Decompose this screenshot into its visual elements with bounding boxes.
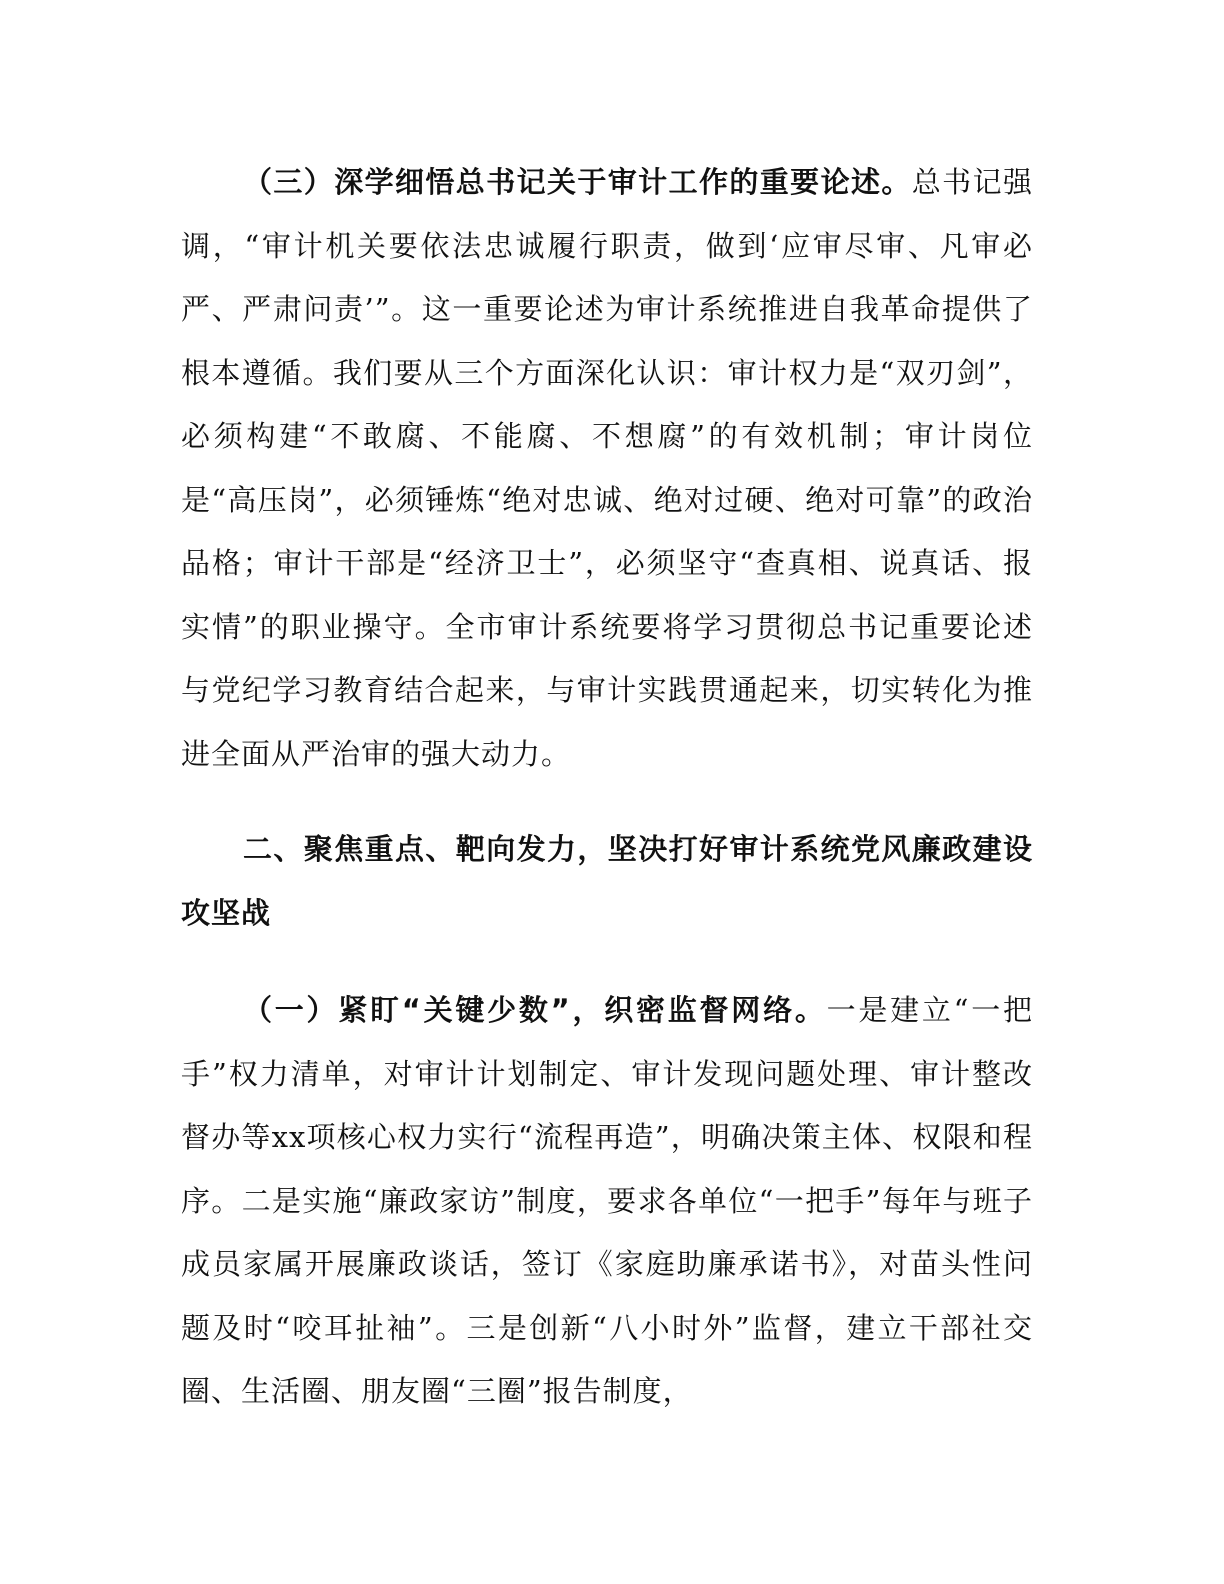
paragraph-body-text: 总书记强调，“审计机关要依法忠诚履行职责，做到‘应审尽审、凡审必严、严肃问责’”。这一重要论述为审计系统推进自我革命提供了根本遵循。我们要从三个方面深化认识：审计权力是“双刃剑”，必须构建“不敢腐、不能腐、不想腐”的有效机制；审计岗位是“高压岗”，必须锤炼“绝对忠诚、绝对过硬、绝对可靠”的政治品格；审计干部是“经济卫士”，必须坚守“查真相、说真话、报实情”的职业操守。全市审计系统要将学习贯彻总书记重要论述与党纪学习教育结合起来，与审计实践贯通起来，切实转化为推进全面从严治审的强大动力。	[181, 165, 1033, 771]
paragraph-audit-remarks	[181, 151, 1033, 786]
paragraph-lead-heading: （一）紧盯“关键少数”，织密监督网络。	[243, 993, 827, 1027]
section-heading: 二、聚焦重点、靶向发力，坚决打好审计系统党风廉政建设攻坚战	[181, 832, 1033, 930]
paragraph-lead-heading: （三）深学细悟总书记关于审计工作的重要论述。	[243, 165, 912, 199]
document-body	[181, 151, 1033, 1424]
paragraph-body-text: 一是建立“一把手”权力清单，对审计计划制定、审计发现问题处理、审计整改督办等xx项核心权力实行“流程再造”，明确决策主体、权限和程序。二是实施“廉政家访”制度，要求各单位“一把手”每年与班子成员家属开展廉政谈话，签订《家庭助廉承诺书》，对苗头性问题及时“咬耳扯袖”。三是创新“八小时外”监督，建立干部社交圈、生活圈、朋友圈“三圈”报告制度，	[181, 993, 1034, 1408]
paragraph-key-minority	[181, 979, 1033, 1424]
